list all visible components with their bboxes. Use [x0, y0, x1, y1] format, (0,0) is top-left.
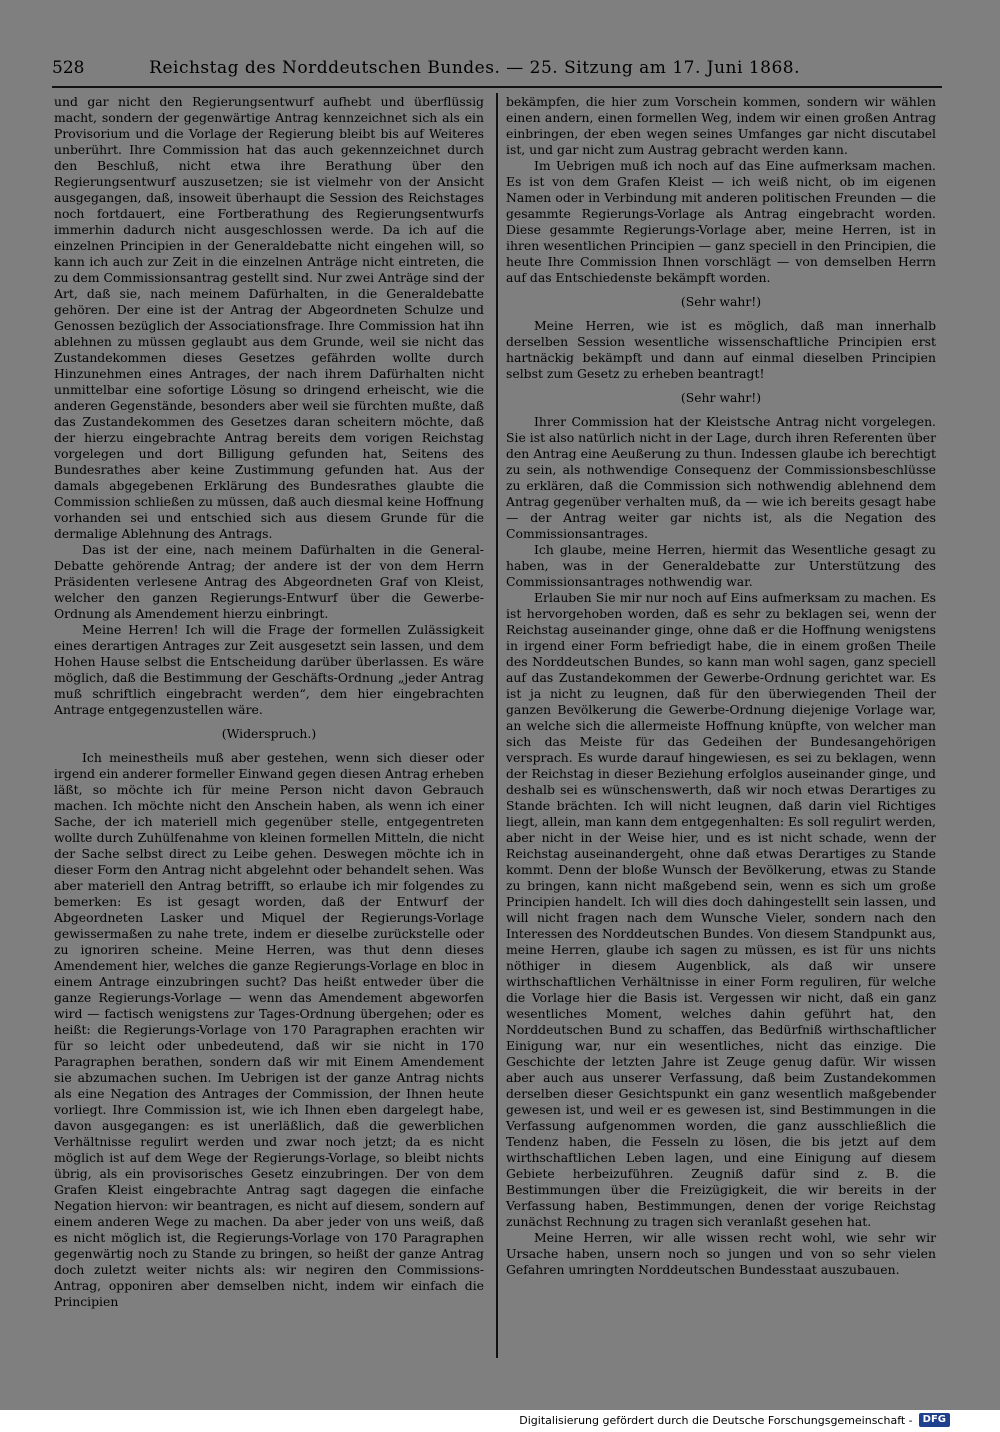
interjection: (Sehr wahr!) — [680, 390, 762, 405]
paragraph: Das ist der eine, nach meinem Dafürhalten in die General-Debatte gehörende Antrag; der andere ist der von dem Herrn Präsidenten verlesene Antrag des Abgeordneten Graf von Kleist, welcher den ganzen Regierungs-Entwurf über die Gewerbe-Ordnung als Amendement hierzu einbringt. — [54, 542, 484, 621]
paragraph: Erlauben Sie mir nur noch auf Eins aufmerksam zu machen. Es ist hervorgehoben worden, daß es sehr zu beklagen sei, wenn der Reichstag auseinander ginge, ohne daß er die Hoffnung wenigstens in irgend einer Form befriedigt habe, die in einem großen Theile des Norddeutschen Bundes, so kann man wohl sagen, ganz speciell auf das Zustandekommen der Gewerbe-Ordnung gerichtet war. Es ist ja nicht zu leugnen, daß für den überwiegenden Theil der ganzen Bevölkerung die Gewerbe-Ordnung diejenige Vorlage war, an welche sich die allermeiste Hoffnung knüpfte, von welcher man sich das Meiste für das Gedeihen der Bundesangehörigen versprach. Es wurde darauf hingewiesen, es sei zu beklagen, wenn der Reichstag in dieser Beziehung erfolglos auseinander ginge, und deshalb sei es wünschenswerth, daß wir noch etwas Derartiges zu Stande brächten. Ich will nicht leugnen, daß darin viel Richtiges liegt, allein, man kann dem entgegenhalten: Es soll regulirt werden, aber nicht in der Weise hier, und es ist nicht schade, wenn der Reichstag auseinandergeht, ohne daß etwas Derartiges zu Stande kommt. Denn der bloße Wunsch der Bevölkerung, etwas zu Stande zu bringen, kann nicht maßgebend sein, wenn es sich um große Principien handelt. Ich will dies doch dahingestellt sein lassen, und will nicht fragen nach dem Wunsche Vieler, sondern nach den Interessen des Norddeutschen Bundes. Von diesem Standpunkt aus, meine Herren, glaube ich sagen zu müssen, es ist für uns nichts nöthiger in diesem Augenblick, als daß wir unsere wirthschaftlichen Verhältnisse in einer Form reguliren, für welche die Vorlage hier die Basis ist. Vergessen wir nicht, daß ein ganz wesentliches Moment, welches dahin geführt hat, den Norddeutschen Bund zu schaffen, das Bedürfniß wirthschaftlicher Einigung war, nur ein wesentliches, nicht das einzige. Die Geschichte der letzten Jahre ist Zeuge genug dafür. Wir wissen aber auch aus unserer Verfassung, daß beim Zustandekommen derselben dieser Gesichtspunkt ein ganz wesentlich maßgebender gewesen ist, und weil er es gewesen ist, sind Bestimmungen in die Verfassung aufgenommen worden, die ganz ausschließlich die Tendenz haben, die Fesseln zu lösen, die bis jetzt auf dem wirthschaftlichen Leben lagen, und eine Einigung auf diesem Gebiete herbeizuführen. Zeugniß dafür sind z. B. die Bestimmungen über die Freizügigkeit, die wir bereits in der Verfassung haben, Bestimmungen, denen der vorige Reichstag zunächst Rechnung zu tragen sich veranlaßt gesehen hat. — [506, 590, 936, 1229]
page-header — [52, 52, 800, 84]
paragraph: Meine Herren! Ich will die Frage der formellen Zulässigkeit eines derartigen Antrages zur Zeit ausgesetzt sein lassen, und dem Hohen Hause selbst die Entscheidung darüber überlassen. Es wäre möglich, daß die Bestimmung der Geschäfts-Ordnung „jeder Antrag muß schriftlich eingebracht werden“, dem hier eingebrachten Antrage entgegenzustellen wäre. — [54, 622, 484, 717]
paragraph: Im Uebrigen muß ich noch auf das Eine aufmerksam machen. Es ist von dem Grafen Kleist — ich weiß nicht, ob im eigenen Namen oder in Verbindung mit anderen politischen Freunden — die gesammte Regierungs-Vorlage als Antrag eingebracht worden. Diese gesammte Regierungs-Vorlage aber, meine Herren, ist in ihren wesentlichen Principien — ganz speciell in den Principien, die heute Ihre Commission Ihnen vorschlägt — von demselben Herrn auf das Entschiedenste bekämpft worden. — [506, 158, 936, 285]
paragraph: Meine Herren, wie ist es möglich, daß man innerhalb derselben Session wesentliche wissenschaftliche Principien erst hartnäckig bekämpft und dann auf einmal dieselben Principien selbst zum Gesetz zu erheben beantragt! — [506, 318, 936, 381]
paragraph: Ihrer Commission hat der Kleistsche Antrag nicht vorgelegen. Sie ist also natürlich nicht in der Lage, durch ihren Referenten über den Antrag eine Aeußerung zu thun. Indessen glaube ich berechtigt zu sein, als nothwendige Consequenz der Commissionsbeschlüsse zu erklären, daß die Commission sich nothwendig ablehnend dem Antrag gegenüber verhalten muß, da — wie ich bereits gesagt habe — der Antrag weiter gar nichts ist, als die Negation des Commissionsantrages. — [506, 414, 936, 541]
funding-credit — [519, 1413, 950, 1427]
footer — [0, 1410, 1000, 1432]
paragraph: bekämpfen, die hier zum Vorschein kommen, sondern wir wählen einen andern, einen formellen Weg, indem wir einen großen Antrag einbringen, der eben wegen seines Umfanges gar nicht discutabel ist, und gar nicht zum Austrag gebracht werden kann. — [506, 94, 936, 157]
credit-text: Digitalisierung gefördert durch die Deutsche Forschungsgemeinschaft - — [519, 1413, 913, 1427]
dfg-logo-icon: DFG — [919, 1413, 950, 1427]
paragraph: Meine Herren, wir alle wissen recht wohl, wie sehr wir Ursache haben, unsern noch so jungen und von so sehr vielen Gefahren umringten Norddeutschen Bundesstaat auszubauen. — [506, 1230, 936, 1277]
paragraph: und gar nicht den Regierungsentwurf aufhebt und überflüssig macht, sondern der gegenwärtige Antrag kennzeichnet sich als ein Provisorium und die Vorlage der Regierung bleibt bis auf Weiteres unberührt. Ihre Commission hat das auch gekennzeichnet durch den Beschluß, nicht etwa ihre Berathung über den Regierungsentwurf auszusetzen; sie ist vielmehr von der Ansicht ausgegangen, daß, insoweit überhaupt die Session des Reichstages noch fortdauert, eine Fortberathung des Regierungsentwurfs immerhin dadurch nicht ausgeschlossen werde. Da ich auf die einzelnen Principien in der Generaldebatte nicht eingehen will, so kann ich auch zur Zeit in die einzelnen Anträge nicht eintreten, die zu dem Commissionsantrag gestellt sind. Nur zwei Anträge sind der Art, daß sie, nach meinem Dafürhalten, in die Generaldebatte gehören. Der eine ist der Antrag der Abgeordneten Schulze und Genossen bezüglich der Associationsfrage. Ihre Commission hat ihn ablehnen zu müssen geglaubt aus dem Grunde, weil sie nicht das Zustandekommen dieses Gesetzes gefährden wollte durch Hinzunehmen eines Antrages, der nach ihrem Dafürhalten nicht unmittelbar eine sofortige Lösung so dringend erheischt, wie die anderen Gegenstände, besonders aber weil sie fürchten mußte, daß das Zustandekommen des Gesetzes daran scheitern möchte, daß der hierzu eingebrachte Antrag bereits dem vorigen Reichstag vorgelegen und dort Billigung gefunden hat, Seitens des Bundesrathes aber keine Zustimmung gefunden hat. Aus der damals abgegebenen Erklärung des Bundesrathes glaubte die Commission schließen zu müssen, daß auch diesmal keine Hoffnung vorhanden sei und entschied sich aus diesem Grunde für die dermalige Ablehnung des Antrags. — [54, 94, 484, 541]
interjection: (Sehr wahr!) — [680, 294, 762, 309]
column-divider — [496, 93, 498, 1358]
right-column — [506, 94, 936, 1278]
page-number: 528 — [52, 58, 85, 78]
running-title: Reichstag des Norddeutschen Bundes. — 25. Sitzung am 17. Juni 1868. — [149, 58, 800, 78]
header-rule — [52, 86, 942, 88]
left-column — [54, 94, 484, 1310]
interjection: (Widerspruch.) — [221, 726, 317, 741]
paragraph: Ich glaube, meine Herren, hiermit das Wesentliche gesagt zu haben, was in der Generaldebatte zur Unterstützung des Commissionsantrages nothwendig war. — [506, 542, 936, 589]
paragraph: Ich meinestheils muß aber gestehen, wenn sich dieser oder irgend ein anderer formeller Einwand gegen diesen Antrag erheben läßt, so möchte ich für meine Person nicht davon Gebrauch machen. Ich möchte nicht den Anschein haben, als wenn ich einer Sache, der ich materiell mich gegenüber stelle, entgegentreten wollte durch Zuhülfenahme von kleinen formellen Mitteln, die nicht der Sache selbst direct zu Leibe gehen. Deswegen möchte ich in dieser Form den Antrag nicht abgelehnt oder behandelt sehen. Was aber materiell den Antrag betrifft, so erlaube ich mir folgendes zu bemerken: Es ist gesagt worden, daß der Entwurf der Abgeordneten Lasker und Miquel der Regierungs-Vorlage gewissermaßen zu nahe trete, indem er dieselbe zurückstelle oder zu ignoriren scheine. Meine Herren, was thut denn dieses Amendement hier, welches die ganze Regierungs-Vorlage en bloc in einem Antrage einzubringen sucht? Das heißt entweder über die ganze Regierungs-Vorlage — wenn das Amendement abgeworfen wird — factisch wenigstens zur Tages-Ordnung übergehen; oder es heißt: die Regierungs-Vorlage von 170 Paragraphen erachten wir für so leicht oder unbedeutend, daß wir sie nicht in 170 Paragraphen berathen, sondern daß wir mit Einem Amendement sie abzumachen suchen. Im Uebrigen ist der ganze Antrag nichts als eine Negation des Antrages der Commission, der Ihnen heute vorliegt. Ihre Commission ist, wie ich Ihnen eben dargelegt habe, davon ausgegangen: es ist unerläßlich, daß die gewerblichen Verhältnisse regulirt werden und zwar noch jetzt; da es nicht möglich ist auf dem Wege der Regierungs-Vorlage, so bleibt nichts übrig, als ein provisorisches Gesetz einzubringen. Der von dem Grafen Kleist eingebrachte Antrag sagt dagegen die einfache Negation hiervon: wir beantragen, es nicht auf diesem, sondern auf einem anderen Wege zu machen. Da aber jeder von uns weiß, daß es nicht möglich ist, die Regierungs-Vorlage von 170 Paragraphen gegenwärtig noch zu Stande zu bringen, so heißt der ganze Antrag doch zuletzt weiter nichts als: wir negiren den Commissions-Antrag, opponiren aber demselben nicht, indem wir einfach die Principien — [54, 750, 484, 1309]
